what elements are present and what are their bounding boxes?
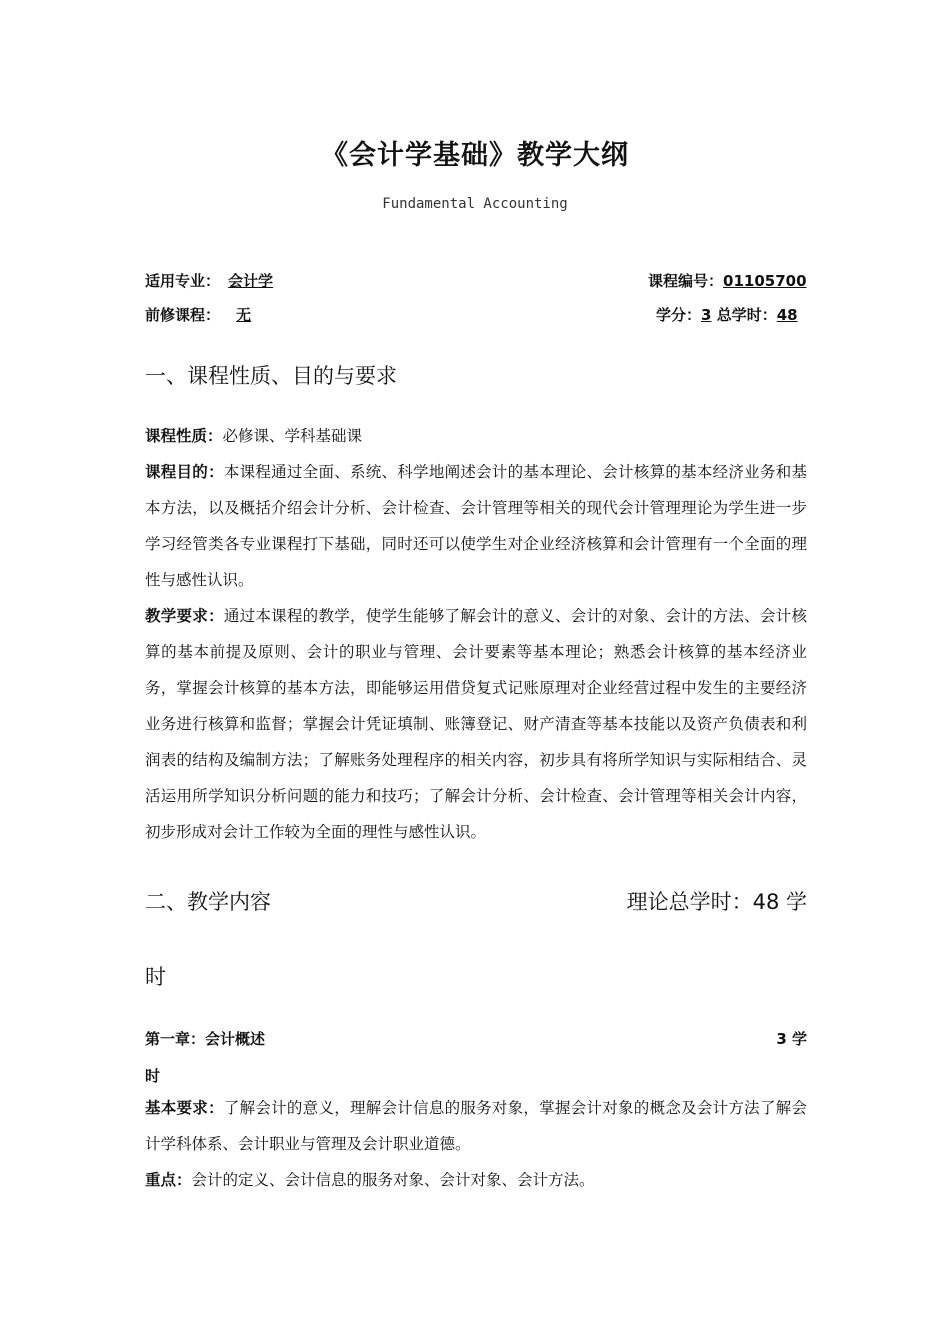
chapter1-body: [145, 1090, 807, 1198]
section2-hours-wrap: 时: [145, 965, 166, 989]
course-code-row: [648, 270, 807, 291]
chapter1-hours: 3 学: [776, 1030, 807, 1048]
chapter1-title: 第一章：会计概述: [145, 1030, 266, 1048]
chapter1-basic-paragraph: [145, 1090, 807, 1162]
credit-label: 学分：: [656, 306, 702, 324]
course-nature-label: 课程性质：: [145, 427, 223, 445]
credit-value: 3: [701, 306, 712, 324]
section1-heading: 一、课程性质、目的与要求: [145, 364, 397, 388]
page-title: 《会计学基础》教学大纲: [321, 140, 629, 171]
prereq-label: 前修课程：: [145, 306, 221, 324]
teaching-requirements-text: 通过本课程的教学，使学生能够了解会计的意义、会计的对象、会计的方法、会计核算的基本前提及原则、会计的职业与管理、会计要素等基本理论；熟悉会计核算的基本经济业务，掌握会计核算的基本方法，即能够运用借贷复式记账原理对企业经营过程中发生的主要经济业务进行核算和监督；掌握会计凭证填制、账簿登记、财产清查等基本技能以及资产负债表和利润表的结构及编制方法；了解账务处理程序的相关内容，初步具有将所学知识与实际相结合、灵活运用所学知识分析问题的能力和技巧；了解会计分析、会计检查、会计管理等相关会计内容，初步形成对会计工作较为全面的理性与感性认识。: [145, 607, 807, 841]
section1-body: [145, 418, 807, 850]
teaching-requirements-paragraph: [145, 598, 807, 850]
teaching-requirements-label: 教学要求：: [145, 607, 224, 625]
section2-heading: 二、教学内容: [145, 890, 271, 914]
major-label: 适用专业：: [145, 272, 221, 290]
section2-hours: 理论总学时：48 学: [626, 890, 807, 914]
prereq-value: 无: [236, 306, 252, 324]
course-nature-paragraph: [145, 418, 807, 454]
course-code-label: 课程编号：: [648, 272, 724, 290]
major-row: [145, 270, 277, 291]
major-value: 会计学: [228, 272, 274, 290]
chapter1-key-paragraph: [145, 1162, 807, 1198]
chapter1-key-label: 重点：: [145, 1171, 192, 1189]
chapter1-key-text: 会计的定义、会计信息的服务对象、会计对象、会计方法。: [191, 1171, 595, 1189]
total-hours-label: 总学时：: [716, 306, 777, 324]
page-subtitle: Fundamental Accounting: [382, 196, 568, 212]
course-purpose-paragraph: [145, 454, 807, 598]
course-nature-text: 必修课、学科基础课: [222, 427, 363, 445]
chapter1-hours-wrap: 时: [145, 1067, 161, 1085]
credit-hours-row: [656, 304, 798, 325]
course-purpose-text: 本课程通过全面、系统、科学地阐述会计的基本理论、会计核算的基本经济业务和基本方法，以及概括介绍会计分析、会计检查、会计管理等相关的现代会计管理理论为学生进一步学习经管类各专业课程打下基础，同时还可以使学生对企业经济核算和会计管理有一个全面的理性与感性认识。: [145, 463, 807, 589]
prereq-row: [145, 304, 267, 325]
course-purpose-label: 课程目的：: [145, 463, 224, 481]
chapter1-basic-text: 了解会计的意义，理解会计信息的服务对象，掌握会计对象的概念及会计方法了解会计学科体系、会计职业与管理及会计职业道德。: [145, 1099, 807, 1153]
chapter1-basic-label: 基本要求：: [145, 1099, 224, 1117]
course-code-value: 01105700: [723, 272, 807, 290]
total-hours-value: 48: [776, 306, 798, 324]
